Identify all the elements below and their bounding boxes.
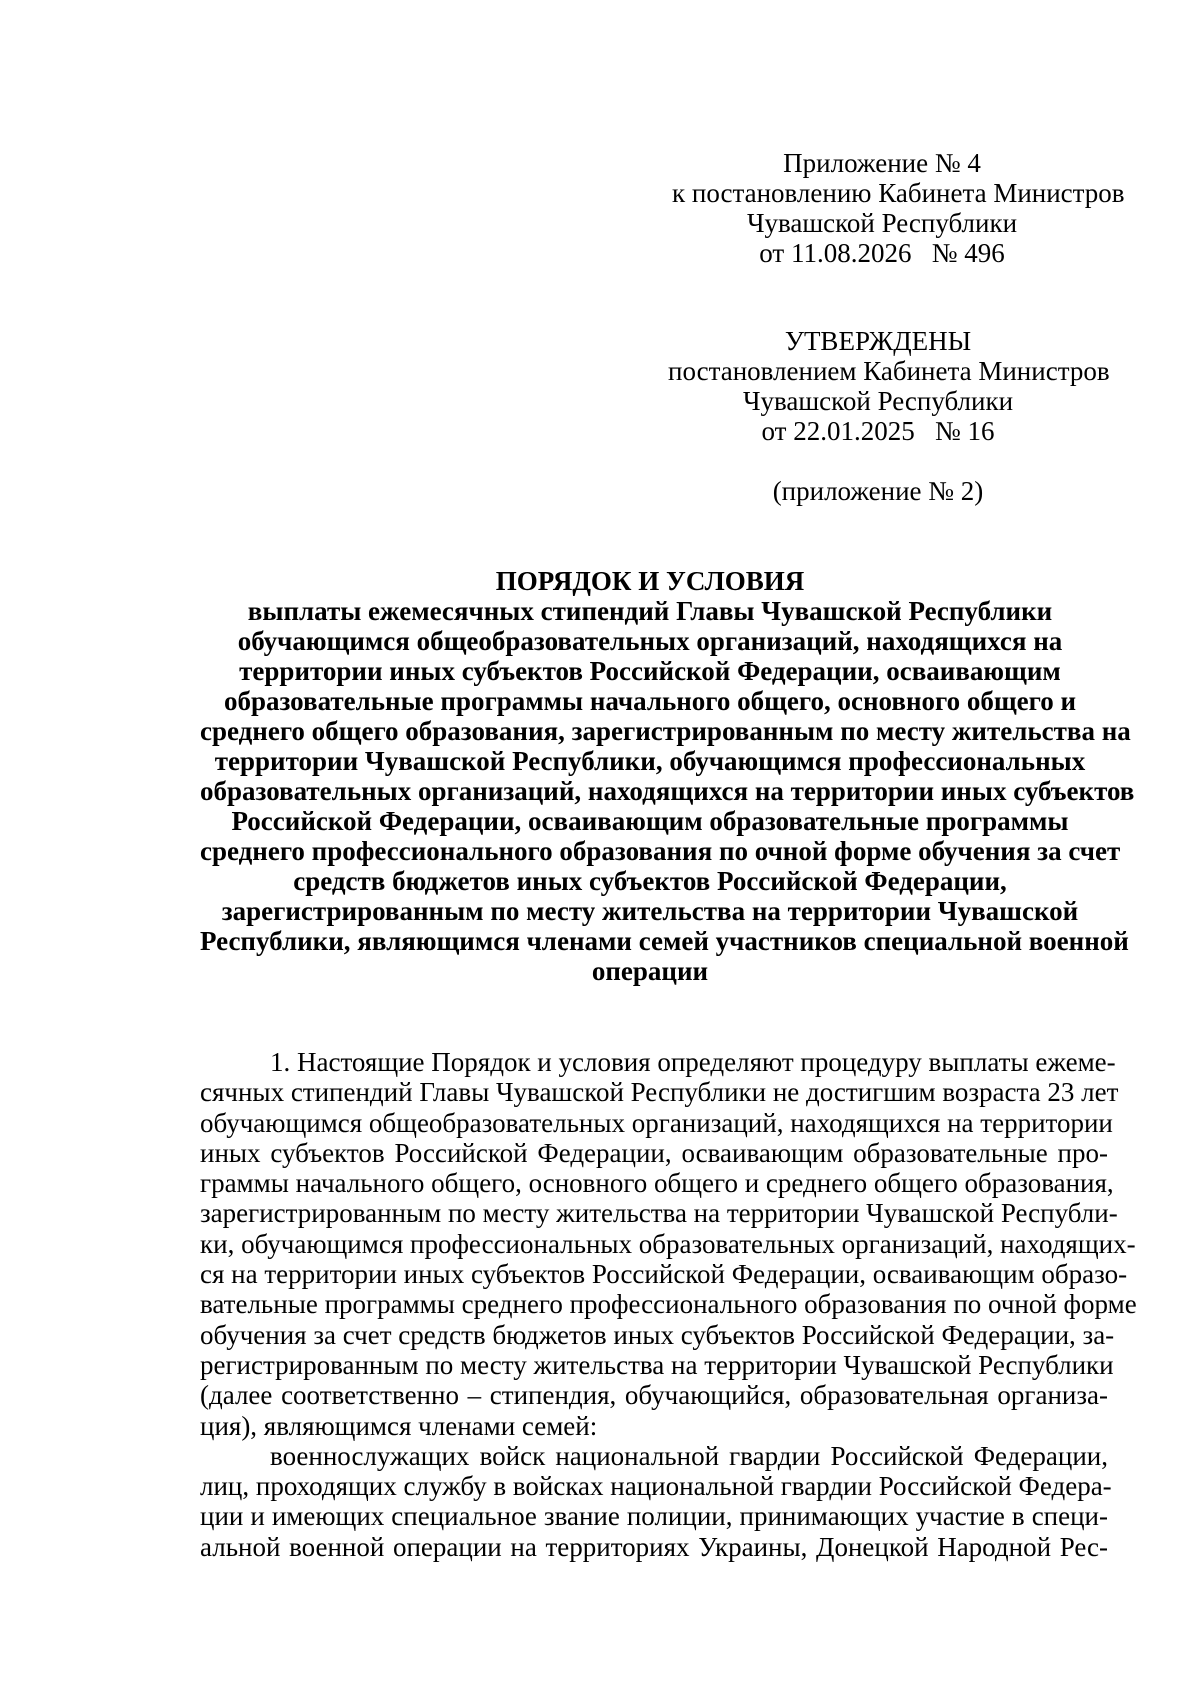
appendix-line: к постановлению Кабинета Министров bbox=[672, 178, 1125, 208]
body-line: иных субъектов Российской Федерации, осваивающим образовательные про- bbox=[200, 1137, 1108, 1168]
title-line: образовательных организаций, находящихся на территории иных субъектов bbox=[200, 776, 1135, 806]
title-line: среднего общего образования, зарегистрированным по месту жительства на bbox=[200, 716, 1131, 746]
approval-line: УТВЕРЖДЕНЫ bbox=[784, 326, 972, 356]
title-line: среднего профессионального образования по очной форме обучения за счет bbox=[200, 836, 1121, 866]
document-title bbox=[200, 566, 1135, 986]
approval-stamp bbox=[668, 326, 1110, 506]
title-line: средств бюджетов иных субъектов Российской Федерации, bbox=[293, 866, 1007, 896]
title-line: образовательные программы начального общего, основного общего и bbox=[223, 686, 1077, 716]
body-line: зарегистрированным по месту жительства на территории Чувашской Республи- bbox=[200, 1198, 1118, 1229]
body-line: ся на территории иных субъектов Российской Федерации, осваивающим образо- bbox=[200, 1259, 1128, 1290]
paragraph-2 bbox=[200, 1440, 1112, 1562]
body-line: вательные программы среднего профессионального образования по очной форме bbox=[200, 1289, 1137, 1320]
appendix-line: Приложение № 4 bbox=[783, 148, 981, 178]
title-line: обучающимся общеобразовательных организаций, находящихся на bbox=[237, 626, 1063, 656]
body-line: обучения за счет средств бюджетов иных субъектов Российской Федерации, за- bbox=[200, 1319, 1115, 1350]
body-line: ки, обучающимся профессиональных образовательных организаций, находящих- bbox=[200, 1228, 1136, 1259]
body-line: военнослужащих войск национальной гвардии Российской Федерации, bbox=[270, 1440, 1108, 1471]
title-line: выплаты ежемесячных стипендий Главы Чувашской Республики bbox=[247, 596, 1053, 626]
body-line: регистрированным по месту жительства на территории Чувашской Республики bbox=[200, 1349, 1114, 1380]
approval-line: Чувашской Республики bbox=[742, 386, 1014, 416]
title-line: операции bbox=[591, 956, 709, 986]
body-line: граммы начального общего, основного общего и среднего общего образования, bbox=[200, 1168, 1114, 1199]
spacer bbox=[668, 446, 1088, 476]
approval-line: от 22.01.2025 № 16 bbox=[761, 416, 995, 446]
body-line: ции и имеющих специальное звание полиции, принимающих участие в специ- bbox=[200, 1501, 1108, 1532]
body-line: 1. Настоящие Порядок и условия определяют процедуру выплаты ежеме- bbox=[270, 1047, 1116, 1077]
body-line: (далее соответственно – стипендия, обучающийся, образовательная организа- bbox=[200, 1380, 1108, 1411]
approval-note: (приложение № 2) bbox=[772, 476, 984, 506]
title-line: Российской Федерации, осваивающим образовательные программы bbox=[231, 806, 1069, 836]
appendix-line: Чувашской Республики bbox=[746, 208, 1018, 238]
title-line: Республики, являющимся членами семей участников специальной военной bbox=[200, 926, 1129, 956]
title-line: зарегистрированным по месту жительства на территории Чувашской bbox=[221, 896, 1079, 926]
appendix-header bbox=[672, 148, 1125, 268]
title-line: территории Чувашской Республики, обучающимся профессиональных bbox=[214, 746, 1086, 776]
body-line: обучающимся общеобразовательных организаций, находящихся на территории bbox=[200, 1107, 1113, 1138]
title-heading: ПОРЯДОК И УСЛОВИЯ bbox=[495, 566, 805, 596]
appendix-line: от 11.08.2026 № 496 bbox=[759, 238, 1005, 268]
title-line: территории иных субъектов Российской Федерации, осваивающим bbox=[239, 656, 1061, 686]
approval-line: постановлением Кабинета Министров bbox=[668, 356, 1110, 386]
body-line: лиц, проходящих службу в войсках национальной гвардии Российской Федера- bbox=[200, 1471, 1112, 1502]
body-line: ция), являющимся членами семей: bbox=[200, 1410, 598, 1441]
paragraph-1 bbox=[200, 1047, 1137, 1441]
body-line: альной военной операции на территориях Украины, Донецкой Народной Рес- bbox=[200, 1531, 1108, 1562]
body-line: сячных стипендий Главы Чувашской Республики не достигшим возраста 23 лет bbox=[200, 1077, 1119, 1108]
document-body bbox=[200, 1047, 1137, 1562]
